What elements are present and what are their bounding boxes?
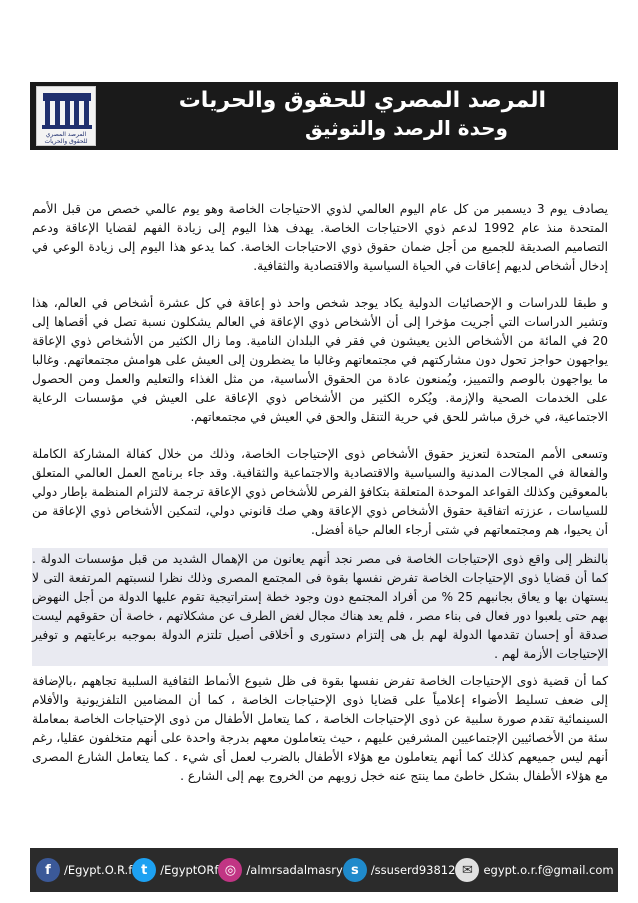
email-icon: ✉ [455,858,479,882]
twitter-link[interactable] [132,858,218,882]
highlighted-paragraph: بالنظر إلى واقع ذوى الإحتياجات الخاصة فى مصر نجد أنهم يعانون من الإهمال الشديد من قبل مؤسسات الدولة . كما أن قضايا ذوى الإحتياجات الخاصة تفرض نفسها بقوة فى المجتمع المصرى وذلك نظرا لنسبتهم المرتفعة التى لا يستهان بها و يعاق بجانبهم 25 % من أفراد المجتمع دون وجود خطة إستراتيجية تقوم عليها الدولة من أجل النهوض بهم حتى يلعبوا دور فعال فى بناء مصر ، فلم يعد هناك مجال لغض الطرف عن مشكلاتهم ، خاصة أن حقوقهم ليست صدقة أو إحسان تقدمها الدولة لهم بل هى إلتزام دستورى و أخلاقى أصيل تلتزم الدولة بموجبه برعايتهم و توفير الإحتياجات الأزمة لهم . [32,548,608,666]
organization-logo [36,86,96,146]
email-address: egypt.o.r.f@gmail.com [483,863,614,877]
facebook-handle: /Egypt.O.R.f [64,863,133,877]
social-footer [30,848,618,892]
header-banner [30,82,618,150]
document-body [32,200,608,804]
facebook-link[interactable] [36,858,132,882]
slideshare-handle: /ssuserd93812 [370,863,456,877]
header-subtitle: وحدة الرصد والتوثيق [304,116,508,140]
paragraph-1: يصادف يوم 3 ديسمبر من كل عام اليوم العالمي لذوي الاحتياجات الخاصة وهو يوم عالمي خصص من قبل الأمم المتحدة منذ عام 1992 لدعم ذوي الاحتياجات الخاصة. يهدف هذا اليوم إلى زيادة الفهم لقضايا الإعاقة ودعم التصاميم الصديقة للجميع من أجل ضمان حقوق ذوي الاحتياجات الخاصة. كما يدعو هذا اليوم إلى زيادة الوعي في إدخال أشخاص لديهم إعاقات في الحياة السياسية والاقتصادية والثقافية. [32,202,608,273]
paragraph-final: كما أن قضية ذوى الإحتياجات الخاصة تفرض نفسها بقوة فى ظل شيوع الأنماط الثقافية السلبية تجاههم ،بالإضافة إلى ضعف تسليط الأضواء إعلامياً على قضايا ذوى الإحتياجات الخاصة ، كما أن المضامين التلفزيونية والأفلام السينمائية تقدم صورة سلبية عن ذوى الإحتياجات الخاصة ، كما يتعامل الأطفال من ذوى الإحتياجات الخاصة بمعاملة سئة من الأخصائيين الإجتماعيين المشرفين عليهم ، حيث يتعاملون معهم بدرجة واحدة على أنهم متخلفون عقليا، رغم أنهم ليس جميعهم كذلك كما أنهم يتعاملون مع هؤلاء الأطفال بالضرب لعمل أى شيء . كما يتعامل الشارع المصرى مع هؤلاء الأطفال بشكل خاطئ مما ينتج عنه خجل زويهم من الخروج بهم إلى الشارع . [32,674,608,783]
instagram-icon: ◎ [218,858,242,882]
slideshare-link[interactable] [343,858,456,882]
paragraph-3: وتسعى الأمم المتحدة لتعزيز حقوق الأشخاص ذوى الإحتياجات الخاصة، وذلك من خلال كفالة المشاركة الكاملة والفعالة في المجالات المدنية والسياسية والاقتصادية والاجتماعية والثقافية. وقد جاء برنامج العمل العالمي المتعلق بالمعوقين وكذلك القواعد الموحدة المتعلقة بتكافؤ الفرص للأشخاص ذوي الإعاقة ترجمة لالتزام المنظمة بإطار دولي للسياسات ، عززته اتفاقية حقوق الأشخاص ذوي الإعاقة وهي صك قانوني دولي، لتمكين الأشخاص ذوي الإعاقة من أن يحيوا، هم ومجتمعاتهم في شتى أرجاء العالم حياة أفضل. [32,447,608,537]
email-link[interactable] [455,858,613,882]
logo-text: المرصد المصري للحقوق والحريات [44,131,88,145]
slideshare-icon: s [343,858,367,882]
paragraph-2: و طبقا للدراسات و الإحصائيات الدولية يكاد يوجد شخص واحد ذو إعاقة في كل عشرة أشخاص في العالم، هذا وتشير الدراسات التي أجريت مؤخرا إلى أن الأشخاص ذوي الإعاقة في العالم يشكلون نسبة تصل في أقصاها إلى 20 في المائة من الأشخاص الذين يعيشون في فقر في البلدان النامية. وما زال الكثير من الأشخاص ذوي الإعاقة يواجهون حواجز تحول دون مشاركتهم في مجتمعاتهم وغالبا ما يضطرون إلى العيش على هوامش مجتمعاتهم. وغالبا ما يواجهون بالوصم والتمييز، ويُمنعون عادة من الحقوق الأساسية، من مثل الغذاء والتعليم والعمل ومن الحصول على الخدمات الصحية والإزمة. ويُكره الكثير من الأشخاص ذوي الإعاقة على العيش في مؤسسات الرعاية الاجتماعية، في خرق مباشر للحق في حرية التنقل والحق في العيش في مجتمعاتهم. [32,296,608,424]
instagram-link[interactable] [218,858,342,882]
twitter-handle: /EgyptORf [160,863,219,877]
facebook-icon: f [36,858,60,882]
instagram-handle: /almrsadalmasry [246,863,343,877]
header-title: المرصد المصري للحقوق والحريات [178,88,546,113]
twitter-icon: t [132,858,156,882]
